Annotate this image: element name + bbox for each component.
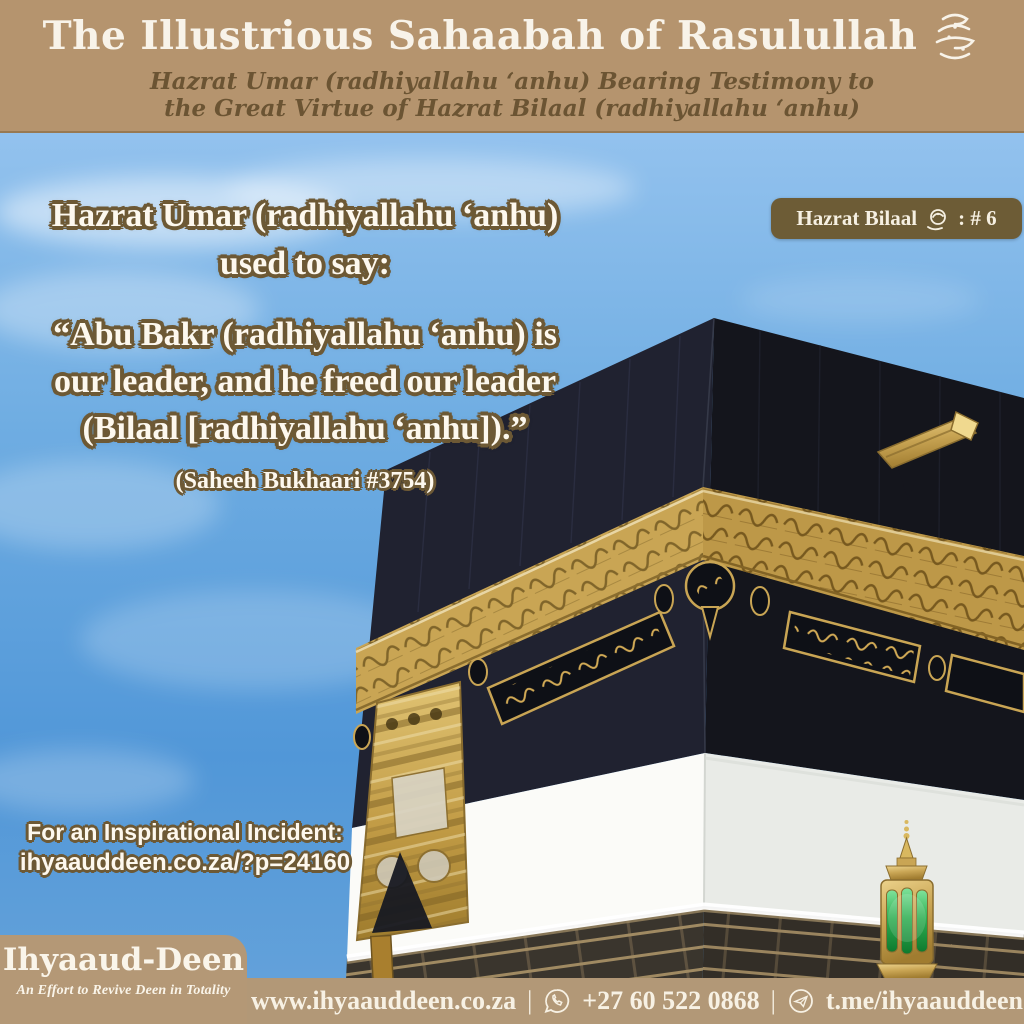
series-badge [771, 198, 1022, 239]
sallallahu-alayhi-wasallam-calligraphy-icon [929, 9, 981, 63]
logo-tagline: An Effort to Revive Deen in Totality [16, 983, 231, 998]
quote-intro-line1: Hazrat Umar (radhiyallahu ‘anhu) [51, 197, 559, 234]
page-title: The Illustrious Sahaabah of Rasulullah [42, 13, 918, 59]
incident-label: For an Inspirational Incident: [27, 819, 343, 845]
footer-separator: | [527, 986, 533, 1015]
footer-telegram: t.me/ihyaauddeen [825, 986, 1024, 1015]
quote-block [0, 192, 615, 495]
quote-line: “Abu Bakr (radhiyallahu ‘anhu) is [53, 316, 557, 353]
quote-line: our leader, and he freed our leader [53, 363, 557, 400]
header-subtitle [0, 68, 1024, 122]
incident-url: ihyaauddeen.co.za/?p=24160 [19, 849, 351, 876]
series-badge-number: : # 6 [958, 206, 997, 230]
logo-box [0, 935, 247, 1024]
header [0, 0, 1024, 133]
quote-source: (Saheeh Bukhaari #3754) [175, 468, 435, 494]
logo-name: Ihyaaud-Deen [2, 942, 245, 978]
whatsapp-phone-icon [543, 987, 571, 1015]
header-subtitle-line2: the Great Virtue of Hazrat Bilaal (radhiyallahu ‘anhu) [164, 95, 860, 122]
footer-separator: | [770, 986, 776, 1015]
series-badge-name: Hazrat Bilaal [796, 206, 918, 230]
footer-phone: +27 60 522 0868 [582, 986, 760, 1015]
radhiyallahu-anhu-calligraphy-icon [924, 205, 951, 232]
header-subtitle-line1: Hazrat Umar (radhiyallahu ‘anhu) Bearing Testimony to [149, 68, 875, 95]
incident-note [10, 817, 360, 878]
telegram-plane-icon [787, 987, 815, 1015]
footer-contact-row [250, 978, 1024, 1024]
quote-line: (Bilaal [radhiyallahu ‘anhu]).” [82, 410, 528, 447]
quote-intro-line2: used to say: [219, 245, 391, 282]
footer-website: www.ihyaauddeen.co.za [250, 986, 517, 1015]
